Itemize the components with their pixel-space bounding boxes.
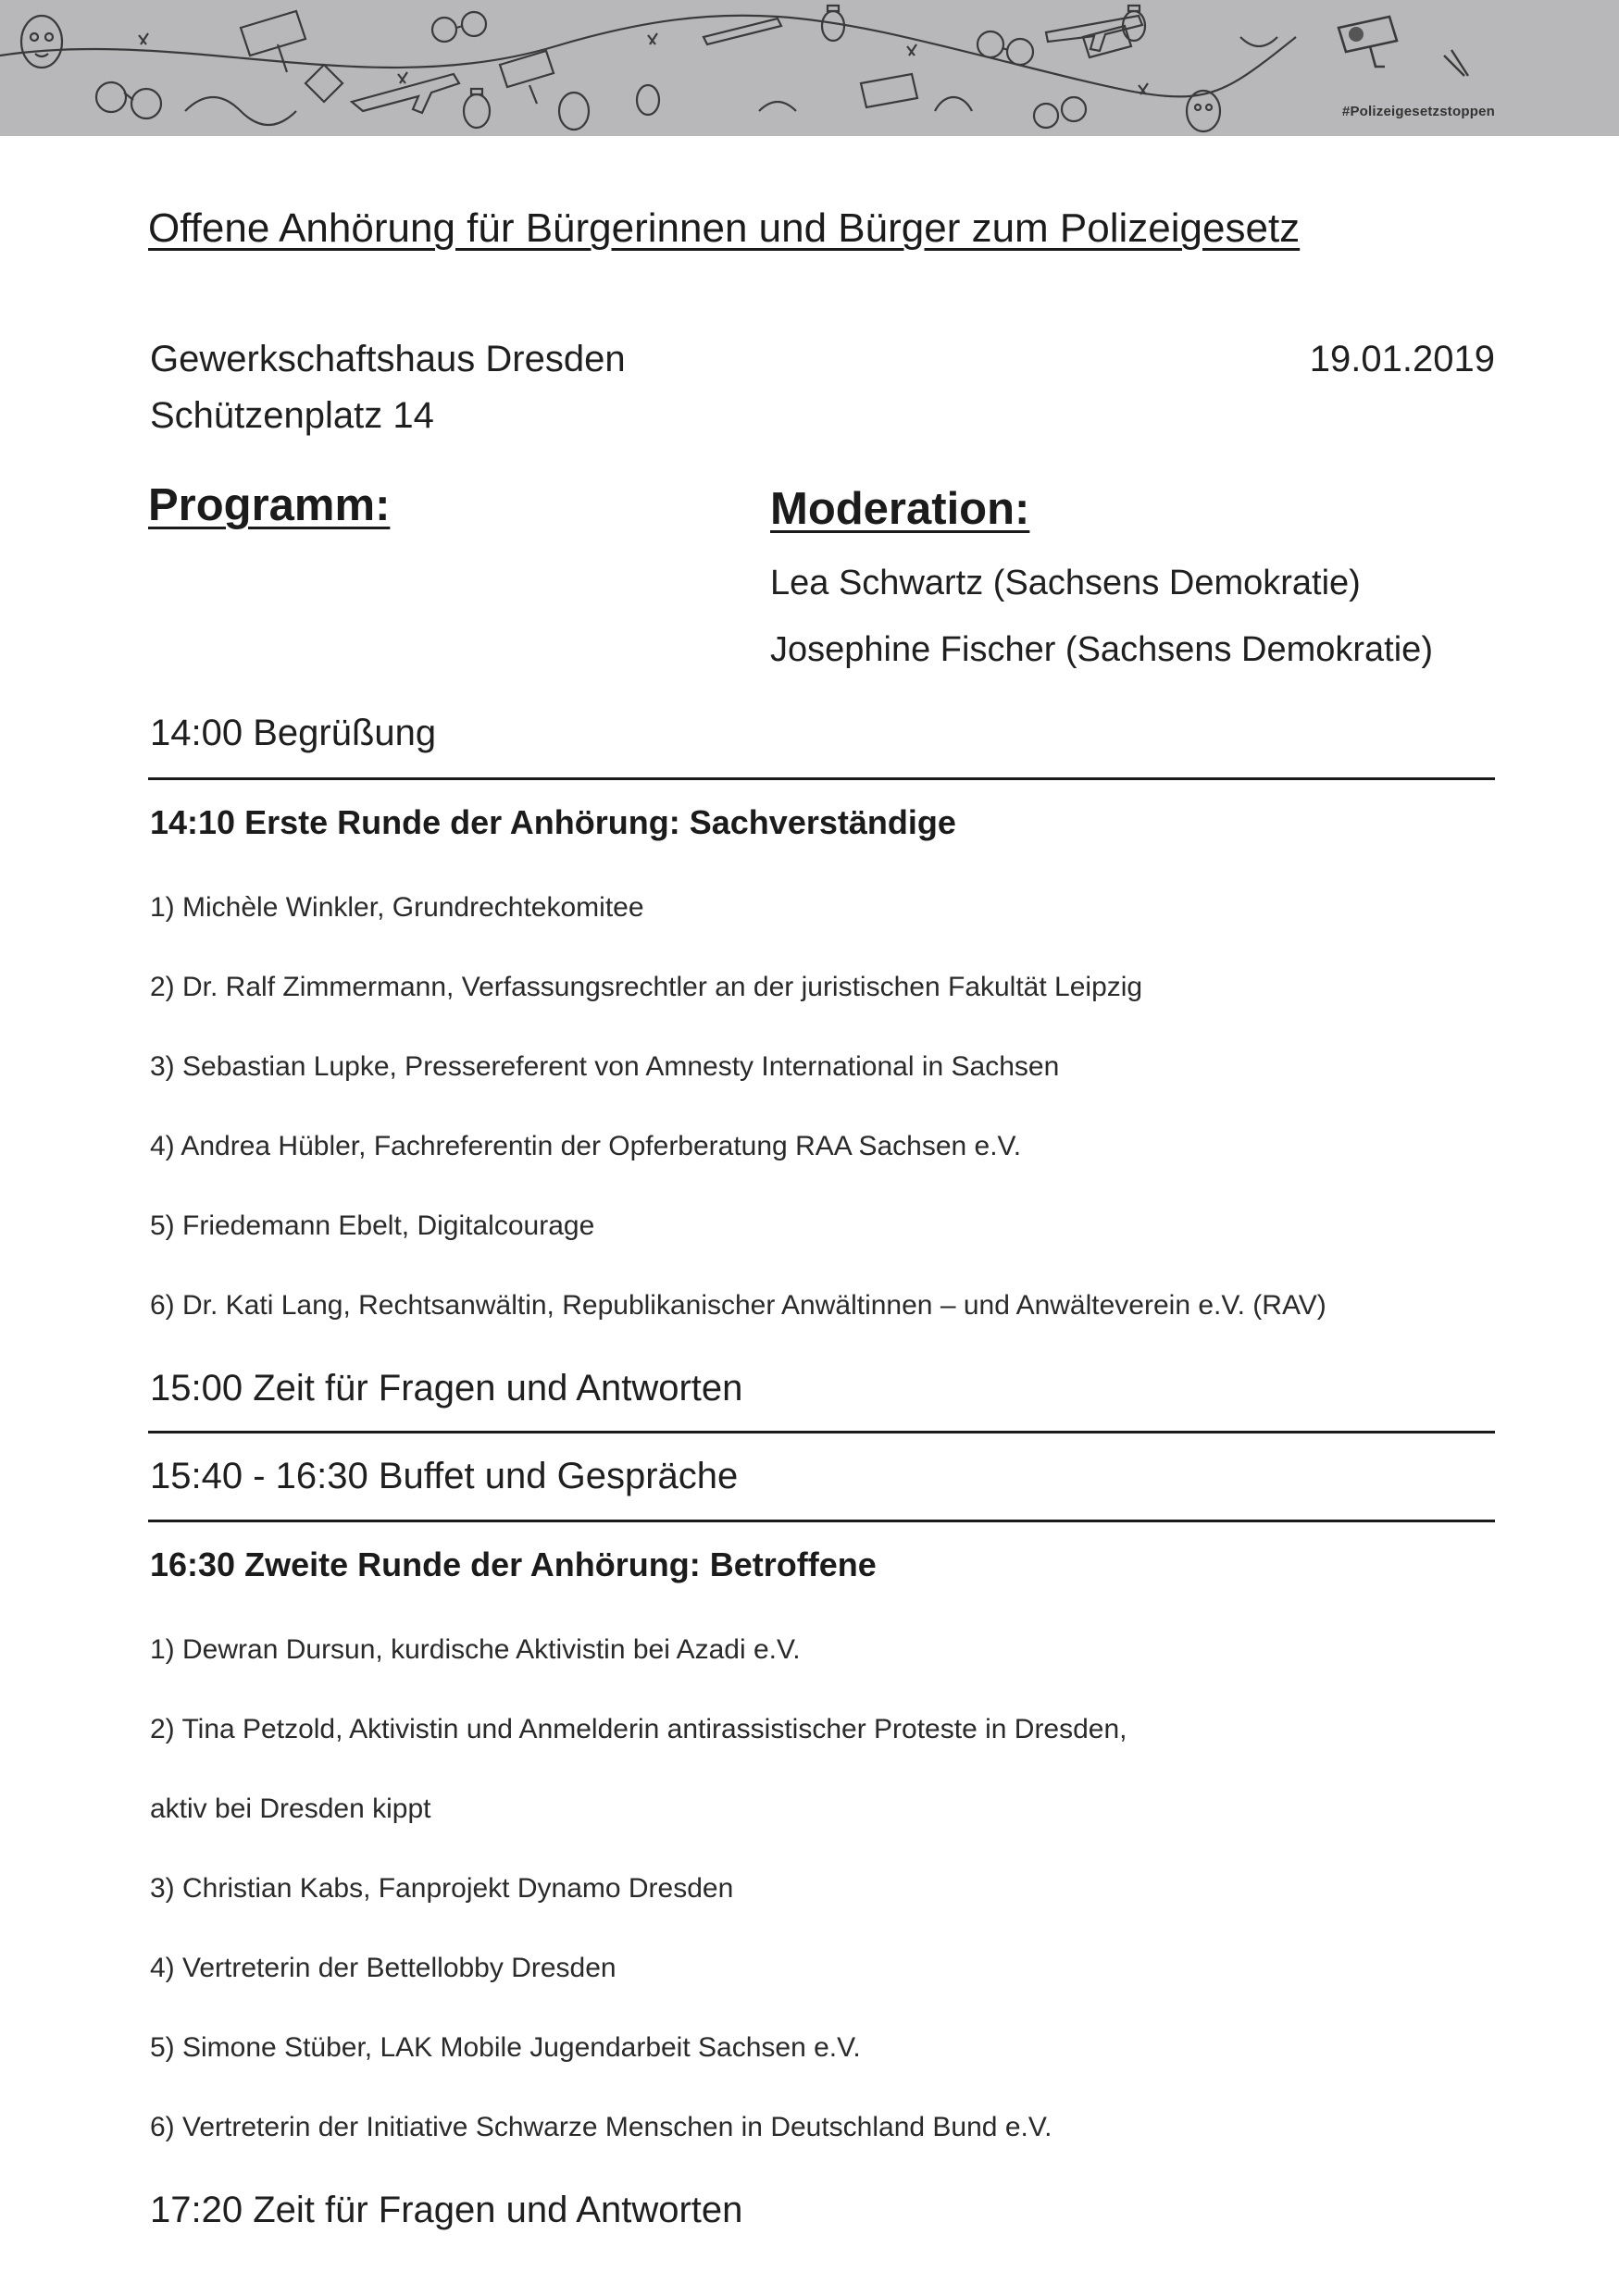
moderation-heading: Moderation: [770, 484, 1030, 534]
header-banner [0, 0, 1619, 136]
schedule-qa1: 15:00 Zeit für Fragen und Antworten [150, 1368, 743, 1409]
event-date: 19.01.2019 [1309, 339, 1495, 379]
round1-speaker: 4) Andrea Hübler, Fachreferentin der Opferberatung RAA Sachsen e.V. [150, 1131, 1022, 1161]
wire-cutter-icon [1339, 17, 1468, 76]
divider [148, 777, 1495, 780]
round2-speaker: 4) Vertreterin der Bettellobby Dresden [150, 1953, 616, 1983]
banner-hashtag: #Polizeigesetzstoppen [1341, 104, 1495, 119]
round2-speaker: 2) Tina Petzold, Aktivistin und Anmelderin antirassistischer Proteste in Dresden, [150, 1714, 1127, 1744]
grenade-icon [464, 6, 1145, 128]
venue [150, 331, 626, 444]
moderator: Lea Schwartz (Sachsens Demokratie) [770, 564, 1361, 602]
round1-speaker: 6) Dr. Kati Lang, Rechtsanwältin, Republikanischer Anwältinnen – und Anwälteverein e.V. (RAV) [150, 1290, 1326, 1321]
venue-address: Schützenplatz 14 [150, 395, 434, 436]
moderation-list [770, 550, 1433, 683]
round2-speaker: 3) Christian Kabs, Fanprojekt Dynamo Dresden [150, 1873, 734, 1904]
round1-speaker: 3) Sebastian Lupke, Pressereferent von Amnesty International in Sachsen [150, 1051, 1060, 1082]
round2-speaker: 6) Vertreterin der Initiative Schwarze Menschen in Deutschland Bund e.V. [150, 2112, 1052, 2142]
divider [148, 1431, 1495, 1433]
moderator: Josephine Fischer (Sachsens Demokratie) [770, 630, 1433, 669]
round2-speaker: 1) Dewran Dursun, kurdische Aktivistin bei Azadi e.V. [150, 1634, 801, 1665]
round2-speaker: aktiv bei Dresden kippt [150, 1793, 431, 1824]
handcuffs-icon [96, 12, 1086, 128]
round1-speaker: 5) Friedemann Ebelt, Digitalcourage [150, 1210, 595, 1241]
round2-speaker: 5) Simone Stüber, LAK Mobile Jugendarbeit Sachsen e.V. [150, 2032, 861, 2063]
round1-speaker: 1) Michèle Winkler, Grundrechtekomitee [150, 892, 644, 923]
schedule-qa2: 17:20 Zeit für Fragen und Antworten [150, 2190, 743, 2230]
programm-heading: Programm: [148, 480, 391, 530]
round2-heading: 16:30 Zweite Runde der Anhörung: Betroffene [150, 1545, 877, 1583]
venue-name: Gewerkschaftshaus Dresden [150, 339, 626, 379]
schedule-buffet: 15:40 - 16:30 Buffet und Gespräche [150, 1456, 739, 1496]
schedule-welcome: 14:00 Begrüßung [150, 713, 437, 753]
page-title: Offene Anhörung für Bürgerinnen und Bürger zum Polizeigesetz [148, 205, 1301, 251]
divider [148, 1520, 1495, 1522]
round1-heading: 14:10 Erste Runde der Anhörung: Sachverständige [150, 803, 956, 841]
mask-icon [21, 16, 1220, 131]
round1-speaker: 2) Dr. Ralf Zimmermann, Verfassungsrechtler an der juristischen Fakultät Leipzig [150, 972, 1143, 1002]
